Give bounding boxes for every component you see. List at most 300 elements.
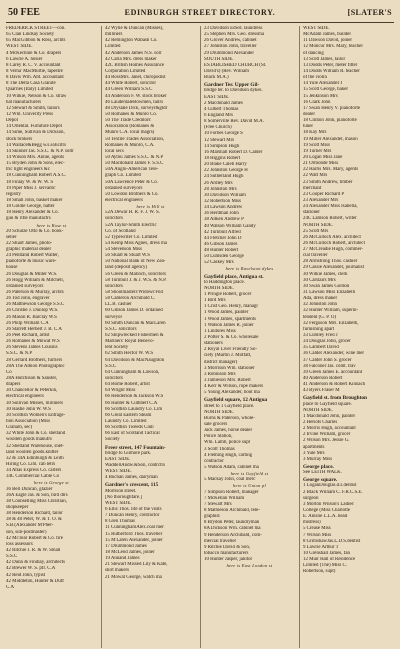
directory-entry: WEST SIDE. — [105, 500, 132, 506]
directory-entry: 16 Clark John — [303, 99, 331, 105]
directory-entry: graphist — [204, 514, 220, 520]
directory-entry: 50 National Bank of New Zea- — [105, 259, 166, 265]
directory-entry: 18 Small John, basket maker — [6, 197, 63, 203]
directory-entry: 16 Marshall Robert D. Calder — [204, 149, 263, 155]
directory-entry: 44 White Robert, solicitor — [105, 81, 156, 87]
directory-entry: 36 Calder Alexander, wine mer — [303, 351, 365, 357]
directory-entry: 29 Cassie Alexander, journalist — [303, 265, 364, 271]
directory-entry: 14 Dodds William R. teacher — [303, 68, 360, 74]
directory-entry: 18 Clinton John, pianoforte — [303, 118, 357, 124]
directory-entry: Co. of Scotland — [105, 228, 136, 234]
directory-entry: 15 Rutherford Thos. traveller — [105, 531, 163, 537]
directory-entry: of the violin — [303, 75, 327, 81]
directory-entry: 64 Cunningham & Lawson, — [105, 369, 160, 375]
page-title: EDINBURGH STREET DIRECTORY. — [124, 8, 276, 17]
directory-entry: 11 Dawson David, joiner — [303, 38, 352, 44]
directory-entry: 1 Wood James, spartments — [204, 316, 256, 322]
directory-entry: 54 Kemp Miss Agnes, dress ma — [105, 240, 167, 246]
directory-entry: Romanes & Munro, C.A. — [105, 142, 155, 148]
directory-entry: surveyor — [105, 314, 123, 320]
directory-entry: 1 Pringle Robert, grocer — [204, 292, 252, 298]
directory-entry: 20 Schulze Otto & Co. book- — [6, 228, 64, 234]
directory-entry: 42 Anderson James N.S. solr — [105, 50, 162, 56]
directory-entry: 3 Robinson Mrs — [204, 371, 236, 377]
directory-entry: 12 Muir Hall of Residence — [303, 557, 356, 563]
directory-entry: 2 Black William C. F.R.C.S.E. — [303, 489, 363, 495]
directory-entry: S.B.(Alexander M'Pher- — [6, 523, 54, 529]
directory-entry: solicitors — [105, 216, 123, 222]
directory-entry: milliners — [105, 32, 123, 38]
directory-entry: 1 Lindores Miss — [204, 328, 236, 334]
directory-entry: shopkeeper — [6, 504, 29, 510]
directory-entry: seller — [6, 234, 17, 240]
directory-entry: 42 Reid John, typist — [6, 572, 46, 578]
directory-entry: 28 Armstrong Thos. cashier — [303, 259, 358, 265]
directory-entry: 50 Lumsden George — [204, 254, 244, 260]
directory-columns — [6, 26, 394, 648]
directory-entry: 8 Glen Thomas — [105, 519, 136, 525]
directory-entry: tuner — [303, 124, 314, 130]
directory-entry: 38 Falconer Jas. comt. trav — [303, 363, 356, 369]
directory-entry: 58 Cameron Archibald C. — [105, 296, 156, 302]
directory-entry: 42 Wylie & Duncan (Misses), — [105, 26, 164, 31]
directory-entry: graph Co. Limited — [105, 173, 141, 179]
directory-entry: house — [6, 265, 18, 271]
cross-street-note: here is George st — [34, 480, 69, 486]
directory-entry: 2 Potter S. & Co. wholesale — [204, 335, 259, 341]
directory-entry: 26 Peel Richard, artist — [6, 333, 50, 339]
directory-entry: 3 Murray Miss — [303, 456, 333, 462]
directory-entry: 7 Wilson Miss — [303, 532, 332, 538]
directory-entry: 26 McCulloch Alex. architect — [303, 234, 361, 240]
directory-entry: land (deposit agency) — [105, 265, 148, 271]
directory-entry: 30 Sullivan Misses, milliners — [6, 400, 64, 406]
directory-entry: son, sub-postmaster) — [6, 529, 47, 535]
directory-entry: 8 Verna' MacMurtie, tapestre — [6, 68, 63, 74]
directory-entry: 7 Simpson Robert, manager — [204, 489, 259, 495]
publisher-label: [SLATER'S — [347, 8, 392, 17]
directory-entry: 37 Calder John S. grocer — [303, 357, 352, 363]
directory-entry: 50 Macdonald James F. S.S.C — [105, 161, 164, 167]
directory-entry: 14 Wallace&Begg w.s.solicitrs — [6, 142, 67, 148]
directory-entry: 30 Hastie John W. W.S — [6, 406, 51, 412]
directory-entry: of dancing — [303, 50, 324, 56]
directory-entry: 12 Stewart & Smith, tailors — [6, 105, 60, 111]
directory-entry: 10 Grenshall James, fan — [303, 550, 350, 556]
directory-entry: 44 RossMrs. Janet, chiropodist — [105, 75, 166, 81]
directory-entry: C.A — [6, 584, 15, 590]
directory-entry: graphic material dealer — [6, 247, 52, 253]
directory-entry: 21 Mowat George, watch ma — [105, 574, 162, 580]
directory-entry: 52 Typewriter Co. Limited — [105, 234, 158, 240]
directory-entry: Graham, sec) — [6, 425, 33, 431]
directory-entry: 2 Morris Hugh, accountant — [303, 426, 356, 432]
directory-entry: 52A Taylor-Smith Electric — [105, 222, 157, 228]
directory-entry: 26 Christie J. Dunlop W.S. — [6, 308, 59, 314]
directory-entry: 34 Douglas John, grocer — [303, 339, 351, 345]
directory-entry: 8 The Delta Casa Granite — [6, 81, 56, 87]
directory-entry: 30 Swan James Gordon — [303, 283, 350, 289]
directory-entry: 62 Smith Hector W. W.S — [105, 351, 154, 357]
directory-entry: shirt makers — [105, 568, 130, 574]
directory-entry: 2 Heriots Charles — [303, 420, 338, 425]
directory-entry: mistress) — [303, 520, 321, 526]
directory-entry: EAST SIDE. — [105, 456, 131, 462]
directory-entry: 38 Counselling Miss Christian, — [6, 498, 67, 504]
directory-entry: 60 Smith Duncan & MacLaren — [105, 320, 166, 326]
directory-entry: 12 Moncur Mrs. Mary, teacher — [303, 44, 363, 50]
directory-entry: 5 Watson Adam, cabinet ma — [204, 464, 259, 470]
directory-entry: 18 Finlay W. & W. W. S — [6, 179, 54, 185]
column-2 — [101, 26, 196, 648]
directory-entry: 52A Dewar H. R. F. J. W. S. — [105, 210, 160, 216]
directory-entry: place to Gayfield square. — [303, 401, 352, 407]
directory-entry: 26 Stevens James Cousins — [6, 345, 58, 351]
directory-entry: 30 Scottish Women's Enfrage- — [6, 412, 66, 418]
directory-entry: 26 Starrett Herbert J. B. C.A — [6, 326, 62, 332]
directory-entry: 62 Shipwrecked Fishermen & — [105, 333, 164, 339]
directory-entry: 42 Turnbull Alfred — [204, 229, 241, 235]
directory-entry: 1 Watson James R. joiner — [204, 322, 254, 328]
directory-entry: 26 Matthewson George S.S.C — [6, 302, 65, 308]
directory-entry: 48 Dryslale Dick, surveyr&gldr — [105, 105, 168, 111]
directory-entry: 1 Macdonald John, painter — [303, 413, 356, 419]
directory-entry: 10 Forbes George S — [204, 131, 243, 137]
directory-entry: 44 Anderson F. W. stock broker — [105, 93, 167, 99]
directory-entry: Hiring Co. Lim. cab letrs — [6, 461, 56, 467]
directory-entry: Co — [6, 369, 12, 375]
directory-entry: Police Station, — [204, 434, 233, 440]
directory-entry: 41 Anderson & Robert Kinnach — [303, 382, 366, 388]
directory-entry: 14 Sime, Sullivan & Dickson, — [6, 130, 65, 136]
directory-entry: electrical engineers — [105, 197, 143, 203]
directory-entry: 66 Great Eastern Steam — [105, 412, 152, 418]
directory-entry: 10 Wilkie, Nelson & Co. straw — [6, 93, 67, 99]
directory-entry: 66 Scottish Tweeds Club — [105, 425, 154, 431]
directory-entry: tobacco manufacturers — [204, 550, 249, 556]
directory-entry: 30 Carstairs Mrs — [303, 277, 336, 283]
directory-entry: College (Miss Charlotte — [303, 507, 350, 513]
directory-entry: 32 Robertson Miss — [204, 198, 241, 204]
cross-street-note: here is Gayfield st — [230, 471, 269, 477]
directory-entry: mercial traveller — [204, 538, 237, 544]
directory-entry: ordained surveyors — [6, 283, 44, 289]
directory-entry: loss assessors — [6, 541, 33, 547]
directory-entry: street to 1 Gayfield place. — [204, 403, 255, 409]
directory-entry: 1 LoganDouglas.d.s.dentist — [303, 483, 357, 489]
directory-entry: 2 Royal Liver Friendly So- — [204, 347, 257, 353]
directory-entry: 24 Sutherland Hugh — [204, 174, 244, 180]
directory-entry: 46 Gibson James — [204, 241, 238, 247]
street-heading: George place. — [303, 463, 334, 470]
directory-entry: 26 McCulloch Robert, architect — [303, 240, 365, 246]
directory-entry: 64 Wright Miss — [105, 388, 136, 394]
directory-entry: 24 Pentland Robert Walter, — [6, 253, 59, 259]
directory-entry: 18 Henry Alexander & Co. — [6, 210, 59, 216]
directory-entry: 38 & 40 Peter, W. & T. O. & — [6, 517, 62, 523]
directory-entry: 38 Henderson Richard, tailor — [6, 511, 63, 517]
directory-entry: 21 Stewart Missed Lily & Kate, — [105, 562, 168, 568]
directory-entry: 8 Brydon Peter, laundryman — [204, 520, 260, 526]
directory-entry: 13 Scott James, tailor — [303, 56, 346, 62]
directory-entry: apartments — [303, 444, 325, 450]
directory-entry: 13 Dodds Peter, meter fitter — [303, 62, 358, 68]
directory-entry: Munro C.A. local magrs) — [105, 130, 155, 136]
directory-entry: 40 Watson William Gandy — [204, 223, 256, 229]
street-heading: Gayfield square, 12 Antigua — [204, 397, 268, 404]
directory-entry: registry — [6, 191, 21, 197]
directory-entry: 4 Fleming Hugh, carting — [204, 452, 253, 458]
directory-entry: 26 Ardley Mrs — [204, 180, 233, 186]
directory-entry: LL.B. cashier — [105, 302, 132, 308]
directory-entry: 12 Stewart Mrs — [204, 137, 235, 143]
directory-entry: Morrison street. — [105, 488, 137, 494]
directory-entry: land woollen goods.knitter — [6, 449, 59, 455]
directory-entry: 43 Byers Fraser M — [303, 388, 340, 394]
directory-entry: 26 Hogg William & Mitchell, — [6, 277, 64, 283]
directory-entry: 6 Ellis Thos. life of the visits — [105, 506, 162, 512]
directory-entry: 8 Mathieson Archibald, tele- — [204, 507, 260, 513]
directory-entry: 3 Morrison Wm. stationer — [204, 365, 255, 371]
directory-entry: 5 Crease Miss — [303, 526, 331, 532]
directory-entry: 26 Glover Andrew, cabinet — [204, 38, 257, 44]
directory-entry: 30 Davidson William — [204, 192, 246, 198]
directory-entry: 54 Stevenson Miss — [105, 247, 142, 253]
directory-entry: sale grocers — [204, 422, 228, 427]
column-1 — [6, 26, 97, 648]
directory-entry: Ada, dress maker — [303, 296, 338, 302]
directory-entry: cial traveller — [303, 253, 328, 259]
directory-entry: 38 Aitken Andrew P — [204, 217, 244, 223]
directory-entry: 32 Johnston John — [303, 302, 337, 308]
directory-entry: 33 Lumley Fred J — [303, 333, 338, 339]
directory-entry: S.S.C. & N.P — [6, 351, 33, 357]
directory-entry: ordained surveyors — [105, 185, 143, 191]
directory-entry: 46 LauderdaleBowmen, tailrs — [105, 99, 163, 105]
directory-entry: 5 Mackay John, coal merc — [204, 477, 256, 483]
directory-entry: 4 Gilbert Thomas — [204, 106, 239, 112]
directory-entry: 18 Higgins Robert — [204, 155, 241, 161]
directory-entry: 12 Wm. Univerity Press — [6, 111, 54, 117]
directory-entry: 48 Hunter Robert — [204, 248, 239, 254]
directory-entry: 65 MacGibbon & Ross, archts — [6, 38, 66, 44]
directory-entry: solicitors — [105, 283, 123, 289]
directory-entry: Jack James, horse dealer — [204, 428, 253, 434]
directory-entry: David's) (Rev. William — [204, 68, 249, 74]
directory-entry: 17 Swan Henry V. pianoforte — [303, 105, 361, 111]
directory-entry: 32 Shetland Warehouse, shet- — [6, 443, 64, 449]
directory-entry: 21 Ormonde Miss — [303, 161, 339, 167]
directory-entry: Burns & Paterson, whole- — [204, 415, 255, 421]
directory-entry: 15 M'Laren Alexander, joiner — [105, 537, 163, 543]
directory-entry: Depot — [6, 118, 18, 124]
directory-entry: 32 & 34A Edinburgh & Leith — [6, 455, 64, 461]
column-4 — [299, 26, 394, 648]
directory-entry: 36A Eagle Jas. & Son, bird dlrs — [6, 492, 68, 498]
directory-entry: 28 Johnston Mrs — [204, 186, 237, 192]
directory-entry: Corporation Limited — [105, 68, 146, 74]
directory-entry: 31 Lawson Miss Elizabeth — [303, 290, 356, 296]
street-heading: Freer street, 147 Fountain- — [105, 444, 166, 451]
directory-entry: 22 Stuart James, photo- — [6, 240, 53, 246]
directory-entry: 17 Drummond James — [105, 543, 147, 549]
directory-entry: ESTABLISHED CHURCH (St. — [204, 62, 267, 68]
directory-entry: 2 Irvine William, grocer — [303, 432, 351, 438]
directory-entry: 42 Brewer W. S. pfr. C.A — [6, 566, 56, 572]
directory-entry: 2 Wilson Mrs. Jessie G. — [303, 438, 350, 444]
directory-entry: 14 Wilson Mrs. Annie, agents — [6, 154, 65, 160]
directory-entry: 42 Ritchie J. R. & W. Small — [6, 547, 61, 553]
directory-entry: 44 Fletcher John D — [204, 235, 242, 241]
directory-entry: Association (Romanes & — [105, 124, 155, 130]
directory-entry: tendent (G. P. O) — [303, 314, 337, 320]
directory-entry: EAST SIDE. — [204, 94, 230, 100]
directory-entry: 14 Oriental. Furniture Depôt — [6, 124, 62, 130]
directory-entry: 19 Piper Miss J. servants' — [6, 185, 56, 191]
directory-entry: 14 Simpson Hugh — [204, 143, 240, 149]
directory-entry: 9 Ritchie David & Son, — [204, 544, 251, 550]
directory-entry: 32 Hunter William, superin- — [303, 308, 359, 314]
page-number: 50 FEE — [8, 7, 40, 18]
directory-entry: 7 Stewart Mrs — [204, 501, 232, 507]
directory-entry: 42 Dunn & Findlay, architects — [6, 560, 66, 566]
directory-entry: merchant — [303, 185, 322, 191]
directory-entry: 24 Alexander Miss Isabella, — [303, 204, 358, 210]
directory-entry: Laundry Co. Limited — [105, 419, 147, 424]
directory-entry: 3 Morton Wilson's Ladies' — [303, 501, 355, 507]
directory-entry: 66 Scottish Laundry Co. Lim — [105, 406, 163, 412]
street-heading: Gayfield st. from Broughton — [303, 395, 367, 402]
directory-entry: 4 Buchan James, dairyman — [105, 475, 158, 481]
directory-entry: 3 Jamieson Mrs. Robert — [204, 378, 251, 384]
directory-entry: 50 Romanes & Munro Co. — [105, 111, 158, 117]
directory-entry: Black M.A.) — [204, 75, 229, 81]
directory-entry: 42 Remington Wabash Co. — [105, 38, 158, 44]
directory-entry: 34 Lawson Andrew — [204, 205, 243, 211]
directory-entry: 65 Clan Lindsay Society — [6, 32, 55, 38]
directory-entry: 11 CunninghamAlex.coal mer — [105, 525, 164, 531]
directory-entry: WEST SIDE. — [303, 26, 330, 31]
directory-entry: See LEITH WALK. — [303, 470, 342, 476]
directory-entry: NORTH SIDE. — [303, 407, 333, 413]
directory-entry: 26 Philp William C.A — [6, 320, 49, 326]
directory-entry: 19 Turner Mrs — [303, 148, 332, 154]
directory-entry: 30 Wilkie James, clerk — [303, 271, 348, 277]
directory-entry: Limited (The) Miss C. — [303, 563, 348, 569]
cross-street-note: here is Rose st — [36, 222, 67, 228]
directory-entry: FREDERICK STREET—con. — [6, 26, 66, 31]
directory-entry: solicitors — [105, 376, 123, 382]
directory-entry: stationer — [303, 210, 320, 216]
directory-entry: 36 Herdman John — [204, 211, 239, 217]
directory-entry: 30 Chancellor & Peterkin, — [6, 388, 58, 394]
directory-entry: 8 GrimshawJas.L.D.S.dentist — [303, 538, 361, 544]
directory-entry: 56 Green & Malloch, solicitors — [105, 271, 166, 277]
directory-entry: 20 Blake Caleb Harry — [204, 162, 247, 168]
directory-entry: 34 Atlas Express Co. carters — [6, 468, 62, 474]
directory-entry: McAdam James, builder — [303, 32, 351, 38]
directory-entry: S.S.C. solicitors — [105, 326, 137, 332]
directory-entry: 27 McCreadie Hugh, commer- — [303, 247, 363, 253]
street-heading: George square. — [303, 477, 338, 484]
directory-entry: 50A Anglo-American Tele- — [105, 167, 159, 173]
directory-entry: 28A The Albion Photographic — [6, 363, 65, 369]
directory-entry: stock brokers — [6, 136, 33, 142]
directory-entry: gun & rifle manufactrs — [6, 216, 51, 222]
directory-entry: 25 Stephen Mrs. Geo. dressma — [204, 32, 265, 38]
street-heading: Gardner Ter. Upper Gil- — [204, 82, 260, 89]
cross-street-note: here is East London st — [226, 563, 273, 569]
directory-entry: drapers — [6, 382, 21, 388]
directory-entry: 19 Annand James — [105, 556, 140, 562]
directory-entry: 58 Turnbull J. & J. W.S. & N.P. — [105, 277, 167, 283]
directory-entry: NORTH SIDE. — [204, 409, 234, 415]
directory-entry: 32 White John & Co. shetland — [6, 431, 66, 437]
directory-entry: 7 McKellan William — [204, 495, 245, 501]
directory-entry: WaddellAndw.&Son, contrctrs — [105, 462, 166, 468]
directory-entry: 9 Henderson Archibald, com- — [204, 532, 262, 538]
directory-entry: lent Society — [105, 345, 129, 351]
directory-entry: 24C Lamson Robert, writer — [303, 216, 357, 222]
directory-entry: 15 Scott George, baker — [303, 87, 348, 93]
directory-entry: 23 Alexander Mrs — [303, 197, 339, 203]
street-heading: Gardner's crescent, 115 — [105, 482, 159, 489]
directory-entry: furnishing apart — [303, 326, 335, 332]
directory-entry: 66 East of Scotland Tactical — [105, 431, 160, 437]
directory-entry: 7 Duncan Henry, contractor — [105, 513, 160, 519]
directory-entry: bridge ter. to Davidson dykes. — [204, 88, 263, 94]
directory-entry: 8 Carey R. C. V. accountant — [6, 62, 61, 68]
directory-entry: 56 Stuart & Stuart W.S — [105, 253, 150, 259]
cross-street-note: here is Union pl — [232, 483, 267, 489]
directory-entry: 6 Lawrie A. hosier — [6, 56, 43, 62]
directory-entry: 6 England Mrs — [204, 112, 234, 118]
directory-entry: 28A Hutchison & Sanster, — [6, 376, 58, 382]
directory-entry: SOUTH SIDE. — [204, 56, 234, 62]
directory-entry: 22 Harris Mrs. Mary, agents — [303, 167, 359, 173]
directory-entry: pianoforte & music ware- — [6, 259, 57, 265]
directory-entry: 18 Goldie George, hatter — [6, 204, 55, 210]
directory-entry: 52 Caskey Mrs — [204, 260, 234, 266]
directory-entry: 50 The Trade Creditors' — [105, 118, 152, 124]
directory-entry: 15 Bryden John & Sons, elec- — [6, 161, 65, 167]
directory-entry: tric light engineers &c — [6, 167, 50, 173]
directory-entry: Society — [105, 437, 120, 443]
directory-entry: 1 Wood James, painter — [204, 310, 249, 316]
directory-entry: 10 Hunter Jasper, janitor — [204, 557, 253, 563]
directory-entry: 14 Skinner Jas. S.S.C. & N.P. soltr — [6, 148, 74, 154]
directory-entry: 3 Scott Thomas — [204, 446, 235, 452]
directory-entry: 15 Jenkinson Mrs — [303, 93, 338, 99]
directory-entry: dealer — [303, 111, 315, 117]
directory-entry: 34C Commercial Cable Co — [6, 474, 60, 480]
directory-entry: 8A Dickson Wm. cabinet ma — [204, 526, 261, 532]
directory-entry: 64 Davidson & MacNaughton — [105, 357, 165, 363]
directory-entry: [No thoroughfare.] — [105, 494, 142, 500]
directory-entry: 18 Cunningham Robert A.S.C. — [6, 173, 67, 179]
directory-entry: 44 Green William S.S.C — [105, 87, 153, 93]
directory-entry: Robertson, supt) — [303, 569, 336, 575]
cross-street-note: here is Ravelston dykes — [225, 266, 274, 272]
directory-entry: 8 Davis Wm. Abt. accountant — [6, 75, 64, 81]
directory-entry: bridge to Gilmore park. — [105, 450, 152, 456]
directory-entry: 14 Yule Alexander J — [303, 81, 343, 87]
directory-entry: E. Ainslie L.L.A. head — [303, 514, 348, 520]
directory-entry: 42 Middleton, Hunter & Duff — [6, 578, 64, 584]
directory-entry: 64 Home Robert, artist — [105, 382, 150, 388]
directory-entry: 40 Anderson Robert — [303, 376, 343, 382]
directory-entry: electrical engineers — [6, 394, 44, 400]
